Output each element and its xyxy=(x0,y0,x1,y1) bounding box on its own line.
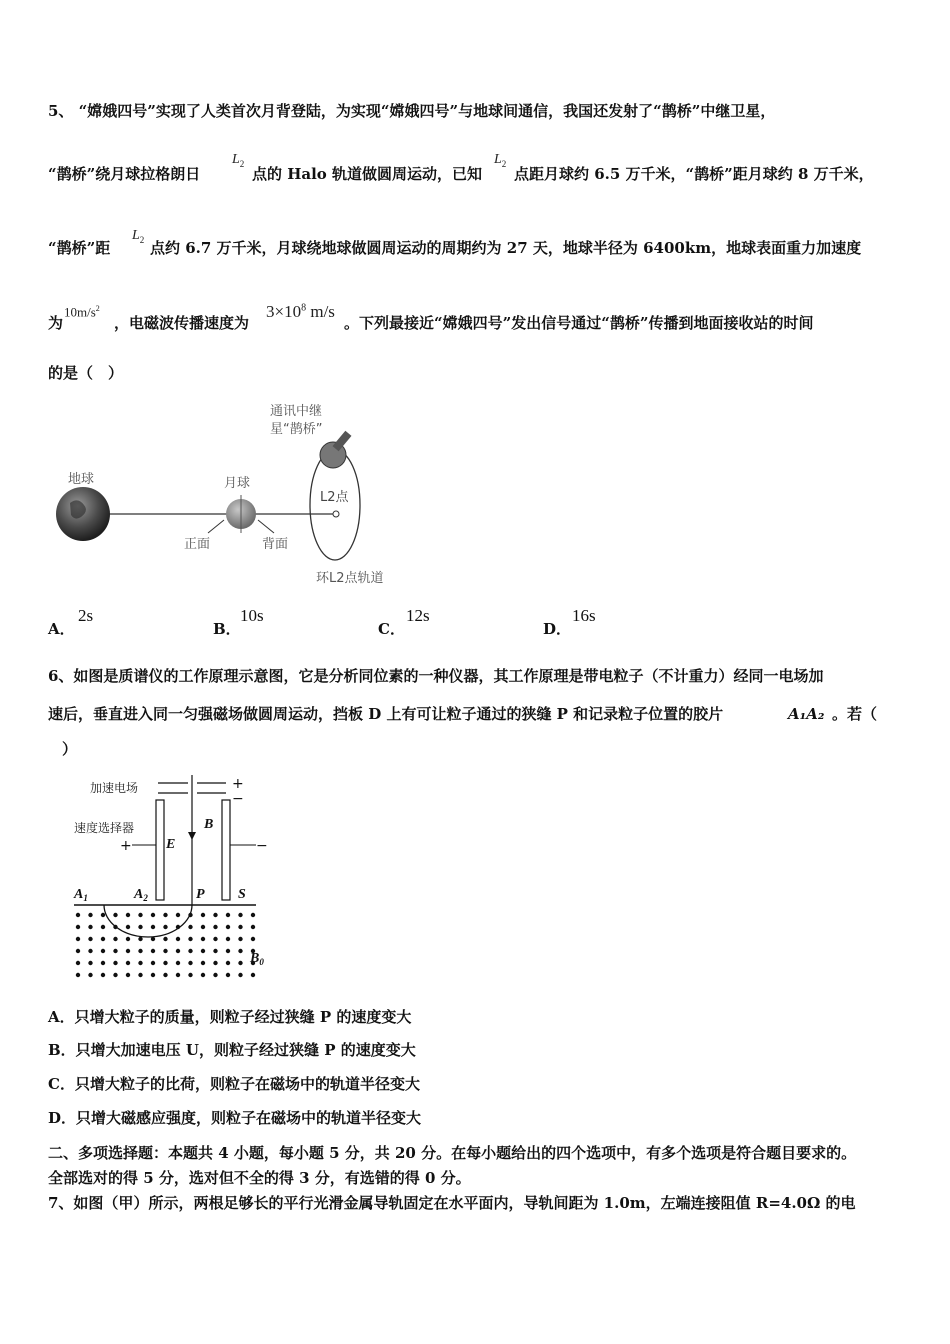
field-dot xyxy=(238,913,242,917)
field-dot xyxy=(176,973,180,977)
q6-line3: ） xyxy=(62,740,78,758)
field-dot xyxy=(151,913,155,917)
field-dot xyxy=(138,925,142,929)
field-dot xyxy=(76,961,80,965)
field-dot xyxy=(188,925,192,929)
q5-option-b-value[interactable]: 10s xyxy=(240,606,264,625)
field-dot xyxy=(88,937,92,941)
front-label: 正面 xyxy=(184,537,211,552)
relay-label-2: 星“鹊桥” xyxy=(270,422,323,437)
back-label: 背面 xyxy=(262,537,289,552)
field-dot xyxy=(226,973,230,977)
field-dot xyxy=(176,949,180,953)
q5-gravity-value: $10m/s^2$ xyxy=(64,304,100,320)
q5-option-d-letter[interactable]: D． xyxy=(543,620,572,638)
relay-label-1: 通讯中继 xyxy=(270,404,323,419)
field-dot xyxy=(238,973,242,977)
accel-plus: + xyxy=(232,776,244,792)
field-dot xyxy=(138,913,142,917)
field-dot xyxy=(101,937,105,941)
field-dot xyxy=(251,973,255,977)
field-dot xyxy=(213,973,217,977)
field-dot xyxy=(238,949,242,953)
q5-option-d-value[interactable]: 16s xyxy=(572,606,596,625)
field-dot xyxy=(188,937,192,941)
field-dot xyxy=(251,937,255,941)
selector-minus: − xyxy=(256,838,268,854)
field-dot xyxy=(201,973,205,977)
field-dot xyxy=(201,961,205,965)
front-arrow xyxy=(208,520,224,533)
field-dot xyxy=(201,913,205,917)
q5-line2c: 点距月球约 6.5 万千米，“鹊桥”距月球约 8 万千米， xyxy=(514,165,874,183)
field-dot xyxy=(238,925,242,929)
field-dot xyxy=(138,949,142,953)
q5-l2-symbol-1: $L_2$ xyxy=(232,152,245,169)
field-dot xyxy=(213,937,217,941)
field-dot xyxy=(188,973,192,977)
field-dot xyxy=(113,937,117,941)
field-dot xyxy=(151,925,155,929)
selector-plate-right xyxy=(222,800,230,900)
field-dot xyxy=(151,937,155,941)
field-dot xyxy=(88,973,92,977)
section2-line2: 全部选对的得 5 分，选对但不全的得 3 分，有选错的得 0 分。 xyxy=(48,1169,471,1187)
field-dot xyxy=(76,949,80,953)
field-dot xyxy=(101,949,105,953)
field-dot xyxy=(113,961,117,965)
p-slit-label: P xyxy=(196,887,205,902)
field-dot xyxy=(226,913,230,917)
field-dot xyxy=(126,949,130,953)
field-dot xyxy=(238,961,242,965)
field-dot xyxy=(151,961,155,965)
q5-option-c-letter[interactable]: C． xyxy=(378,620,405,638)
field-dot xyxy=(126,913,130,917)
q5-line2b: 点的 Halo 轨道做圆周运动，已知 xyxy=(252,165,483,183)
particle-arrow xyxy=(188,832,196,840)
l2-point-label: L2点 xyxy=(320,490,349,505)
field-dot xyxy=(138,973,142,977)
earth-label: 地球 xyxy=(68,472,95,487)
field-dot xyxy=(126,973,130,977)
q5-option-b-letter[interactable]: B． xyxy=(213,620,241,638)
field-dot xyxy=(213,961,217,965)
field-dot xyxy=(251,913,255,917)
s-label: S xyxy=(238,887,246,902)
magnetic-field-dots xyxy=(76,913,255,977)
field-dot xyxy=(226,925,230,929)
q5-l2-symbol-3: $L_2$ xyxy=(132,228,145,245)
a2-label: $A_2$ xyxy=(134,887,148,903)
field-dot xyxy=(176,913,180,917)
field-dot xyxy=(101,973,105,977)
field-dot xyxy=(213,925,217,929)
field-dot xyxy=(76,913,80,917)
field-dot xyxy=(188,961,192,965)
field-dot xyxy=(88,913,92,917)
field-dot xyxy=(101,913,105,917)
q5-line3b: 点约 6.7 万千米，月球绕地球做圆周运动的周期约为 27 天，地球半径为 6400km，地球表面重力加速度 xyxy=(150,239,862,257)
field-dot xyxy=(201,925,205,929)
field-dot xyxy=(163,961,167,965)
q6-film-symbol: A₁A₂ xyxy=(788,705,825,723)
a1-label: $A_1$ xyxy=(74,887,88,903)
q5-option-c-value[interactable]: 12s xyxy=(406,606,430,625)
q5-option-a-value[interactable]: 2s xyxy=(78,606,94,625)
field-dot xyxy=(201,937,205,941)
q6-option-d[interactable]: D．只增大磁感应强度，则粒子在磁场中的轨道半径变大 xyxy=(48,1109,422,1127)
q6-option-a[interactable]: A．只增大粒子的质量，则粒子经过狭缝 P 的速度变大 xyxy=(48,1008,412,1026)
moon-label: 月球 xyxy=(224,476,251,491)
selector-plus: + xyxy=(120,838,132,854)
field-dot xyxy=(113,949,117,953)
field-b-label: B xyxy=(204,817,214,832)
q5-line4b: ，电磁波传播速度为 xyxy=(114,314,250,332)
field-dot xyxy=(251,925,255,929)
field-dot xyxy=(226,937,230,941)
field-dot xyxy=(163,973,167,977)
field-dot xyxy=(163,949,167,953)
q6-line1: 6、如图是质谱仪的工作原理示意图，它是分析同位素的一种仪器，其工作原理是带电粒子（不计重力）经同一电场加 xyxy=(48,667,824,685)
field-dot xyxy=(176,961,180,965)
field-dot xyxy=(113,925,117,929)
field-dot xyxy=(126,937,130,941)
field-dot xyxy=(163,937,167,941)
q5-line1: 5、 “嫦娥四号”实现了人类首次月背登陆，为实现“嫦娥四号”与地球间通信，我国还发射了“鹊桥”中继卫星， xyxy=(48,102,776,120)
q5-line5: 的是（ ） xyxy=(48,364,124,382)
field-dot xyxy=(126,961,130,965)
field-dot xyxy=(113,973,117,977)
q5-l2-symbol-2: $L_2$ xyxy=(494,152,507,169)
field-dot xyxy=(226,949,230,953)
field-dot xyxy=(163,913,167,917)
earth-moon-relay-figure xyxy=(48,395,408,595)
b0-label: $B_0$ xyxy=(250,951,264,967)
field-dot xyxy=(188,913,192,917)
section2-line1: 二、多项选择题：本题共 4 小题，每小题 5 分，共 20 分。在每小题给出的四个选项中，有多个选项是符合题目要求的。 xyxy=(48,1144,857,1162)
field-dot xyxy=(101,961,105,965)
field-dot xyxy=(188,949,192,953)
field-dot xyxy=(176,925,180,929)
q5-line2a: “鹊桥”绕月球拉格朗日 xyxy=(48,165,201,183)
q5-line4c: 。下列最接近“嫦娥四号”发出信号通过“鹊桥”传播到地面接收站的时间 xyxy=(344,314,814,332)
q6-line2c: 。若（ xyxy=(832,705,878,723)
field-dot xyxy=(138,961,142,965)
q6-option-c[interactable]: C．只增大粒子的比荷，则粒子在磁场中的轨道半径变大 xyxy=(48,1075,420,1093)
field-dot xyxy=(113,913,117,917)
accel-field-label: 加速电场 xyxy=(90,781,139,795)
field-dot xyxy=(151,973,155,977)
field-dot xyxy=(126,925,130,929)
field-dot xyxy=(163,925,167,929)
field-dot xyxy=(101,925,105,929)
field-dot xyxy=(151,949,155,953)
field-dot xyxy=(76,973,80,977)
q5-option-a-letter[interactable]: A． xyxy=(48,620,75,638)
field-dot xyxy=(76,937,80,941)
field-e-label: E xyxy=(166,837,176,852)
field-dot xyxy=(176,937,180,941)
accel-minus: − xyxy=(232,791,244,807)
mass-spectrometer-figure xyxy=(66,770,276,985)
q5-light-speed: $3\times 10^8$ m/s xyxy=(266,302,335,321)
field-dot xyxy=(213,913,217,917)
back-arrow xyxy=(258,520,274,533)
q6-option-b[interactable]: B．只增大加速电压 U，则粒子经过狭缝 P 的速度变大 xyxy=(48,1041,416,1059)
field-dot xyxy=(88,925,92,929)
orbit-label: 环L2点轨道 xyxy=(316,571,384,586)
q5-line3a: “鹊桥”距 xyxy=(48,239,111,257)
semicircle-trajectory xyxy=(104,905,192,937)
field-dot xyxy=(76,925,80,929)
field-dot xyxy=(138,937,142,941)
q6-line2a: 速后，垂直进入同一匀强磁场做圆周运动，挡板 D 上有可让粒子通过的狭缝 P 和记录粒子位置的胶片 xyxy=(48,705,724,723)
field-dot xyxy=(226,961,230,965)
l2-point xyxy=(333,511,339,517)
field-dot xyxy=(201,949,205,953)
field-dot xyxy=(213,949,217,953)
selector-plate-left xyxy=(156,800,164,900)
selector-label: 速度选择器 xyxy=(74,821,135,835)
q5-line4a: 为 xyxy=(48,314,64,332)
field-dot xyxy=(88,961,92,965)
field-dot xyxy=(88,949,92,953)
q7-line1: 7、如图（甲）所示，两根足够长的平行光滑金属导轨固定在水平面内，导轨间距为 1.0m，左端连接阻值 R=4.0Ω 的电 xyxy=(48,1194,856,1212)
field-dot xyxy=(238,937,242,941)
